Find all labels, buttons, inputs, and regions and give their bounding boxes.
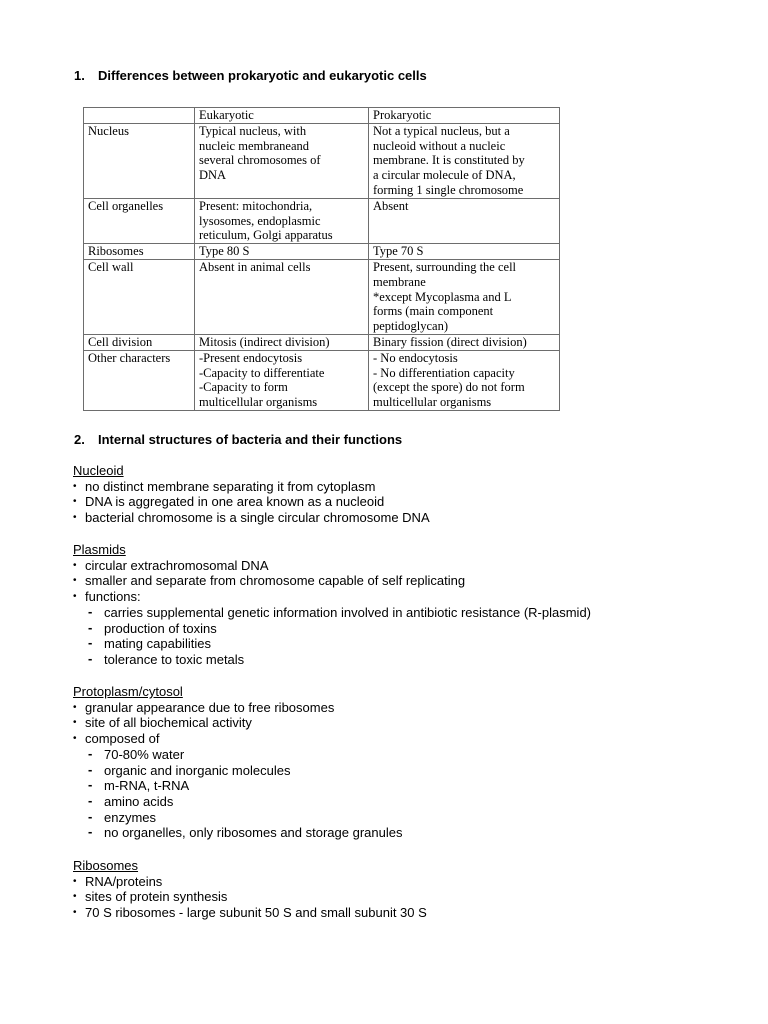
bullet-icon: •: [73, 733, 77, 745]
bullet-icon: •: [73, 591, 77, 603]
cell-line: Present: mitochondria,: [199, 198, 313, 213]
cell-line: Absent: [373, 198, 409, 213]
dash-icon: -: [88, 792, 93, 808]
ribosomes-title: Ribosomes: [73, 858, 139, 873]
cell-line: Type 70 S: [373, 244, 424, 259]
list-item: [73, 715, 402, 731]
cell-line: peptidoglycan): [373, 319, 448, 334]
dash-icon: -: [88, 824, 93, 840]
section-2-heading: [74, 432, 402, 447]
row-label-cell-wall: Cell wall: [84, 259, 195, 334]
cell-line: forms (main component: [373, 304, 494, 319]
sub-list-item: [73, 747, 402, 763]
cell-line: -Capacity to form: [199, 380, 288, 395]
cell-eukaryotic: [195, 350, 369, 410]
cell-line: (except the spore) do not form: [373, 380, 525, 395]
nucleoid-section: [73, 463, 430, 526]
cell-eukaryotic: [195, 123, 369, 198]
bullet-icon: •: [73, 907, 77, 919]
list-item-text: smaller and separate from chromosome capable of self replicating: [85, 573, 466, 589]
row-label-cell-division: Cell division: [84, 334, 195, 350]
cell-line: membrane: [373, 274, 426, 289]
list-item-text: granular appearance due to free ribosomes: [85, 699, 335, 715]
cell-line: multicellular organisms: [199, 395, 318, 410]
section-2-number: 2.: [74, 432, 85, 447]
sub-list-item: [73, 636, 591, 652]
sub-list-item: [73, 621, 591, 637]
cell-prokaryotic: [369, 123, 560, 198]
ribosomes-section: [73, 858, 427, 921]
section-1-number: 1.: [74, 68, 85, 83]
list-item: [73, 510, 430, 526]
cell-line: membrane. It is constituted by: [373, 153, 525, 168]
cell-eukaryotic: [195, 198, 369, 243]
list-item-text: circular extrachromosomal DNA: [85, 557, 269, 573]
sub-list-item-text: organic and inorganic molecules: [104, 762, 291, 778]
cell-line: -Present endocytosis: [199, 350, 303, 365]
cell-prokaryotic: [369, 334, 560, 350]
list-item-text: site of all biochemical activity: [85, 715, 252, 731]
cell-line: Mitosis (indirect division): [199, 334, 330, 349]
protoplasm-title: Protoplasm/cytosol: [73, 684, 183, 699]
protoplasm-list: [73, 700, 402, 841]
sub-list-item-text: carries supplemental genetic information involved in antibiotic resistance (R-plasmid): [104, 604, 591, 620]
cell-eukaryotic: [195, 259, 369, 334]
cell-line: Type 80 S: [199, 244, 250, 259]
nucleoid-title: Nucleoid: [73, 463, 124, 478]
table-row: [84, 350, 560, 410]
dash-icon: -: [88, 745, 93, 761]
sub-list-item-text: enzymes: [104, 809, 157, 825]
list-item-text: sites of protein synthesis: [85, 889, 228, 905]
cell-line: Binary fission (direct division): [373, 334, 527, 349]
sub-list-item-text: 70-80% water: [104, 746, 185, 762]
sub-list-item: [73, 794, 402, 810]
list-item: [73, 874, 427, 890]
sub-list-item-text: production of toxins: [104, 620, 217, 636]
cell-line: Not a typical nucleus, but a: [373, 123, 510, 138]
row-label-ribosomes: Ribosomes: [84, 244, 195, 260]
cell-line: - No endocytosis: [373, 350, 458, 365]
protoplasm-section: [73, 684, 402, 841]
nucleoid-list: [73, 479, 430, 526]
list-item-text: RNA/proteins: [85, 873, 163, 889]
sub-list-item: [73, 778, 402, 794]
bullet-icon: •: [73, 891, 77, 903]
table-header-prokaryotic: Prokaryotic: [369, 108, 560, 124]
cell-line: multicellular organisms: [373, 395, 492, 410]
section-2-title: Internal structures of bacteria and their functions: [98, 432, 403, 447]
dash-icon: -: [88, 619, 93, 635]
bullet-icon: •: [73, 575, 77, 587]
dash-icon: -: [88, 777, 93, 793]
cell-line: reticulum, Golgi apparatus: [199, 228, 333, 243]
cell-prokaryotic: [369, 198, 560, 243]
cell-eukaryotic: [195, 244, 369, 260]
table-row: [84, 259, 560, 334]
table-row: [84, 123, 560, 198]
dash-icon: -: [88, 603, 93, 619]
row-label-other-characters: Other characters: [84, 350, 195, 410]
table-row: [84, 244, 560, 260]
list-item-text: 70 S ribosomes - large subunit 50 S and small subunit 30 S: [85, 905, 427, 921]
bullet-icon: •: [73, 875, 77, 887]
sub-list-item-text: tolerance to toxic metals: [104, 651, 245, 667]
list-item: [73, 558, 591, 574]
cell-line: forming 1 single chromosome: [373, 182, 524, 197]
cell-prokaryotic: [369, 259, 560, 334]
cell-eukaryotic: [195, 334, 369, 350]
ribosomes-list: [73, 874, 427, 921]
row-label-cell-organelles: Cell organelles: [84, 198, 195, 243]
dash-icon: -: [88, 761, 93, 777]
cell-line: several chromosomes of: [199, 153, 321, 168]
cell-line: DNA: [199, 168, 227, 183]
cell-line: Absent in animal cells: [199, 259, 311, 274]
cell-line: *except Mycoplasma and L: [373, 289, 512, 304]
dash-icon: -: [88, 650, 93, 666]
sub-list-item-text: amino acids: [104, 793, 174, 809]
list-item: [73, 589, 591, 605]
sub-list-item: [73, 810, 402, 826]
bullet-icon: •: [73, 496, 77, 508]
cell-line: lysosomes, endoplasmic: [199, 213, 321, 228]
table-header-eukaryotic: Eukaryotic: [195, 108, 369, 124]
list-item: [73, 479, 430, 495]
cell-line: a circular molecule of DNA,: [373, 168, 516, 183]
cell-line: - No differentiation capacity: [373, 365, 515, 380]
bullet-icon: •: [73, 717, 77, 729]
list-item-text: composed of: [85, 731, 160, 747]
cell-line: Typical nucleus, with: [199, 123, 307, 138]
cell-line: nucleic membraneand: [199, 138, 310, 153]
sub-list-item-text: no organelles, only ribosomes and storage granules: [104, 825, 403, 841]
list-item-text: DNA is aggregated in one area known as a nucleoid: [85, 494, 385, 510]
sub-list-item: [73, 825, 402, 841]
cell-line: -Capacity to differentiate: [199, 365, 325, 380]
sub-list-item-text: mating capabilities: [104, 636, 211, 652]
plasmids-title: Plasmids: [73, 542, 126, 557]
row-label-nucleus: Nucleus: [84, 123, 195, 198]
plasmids-section: [73, 542, 591, 668]
cell-line: Present, surrounding the cell: [373, 259, 517, 274]
sub-list-item: [73, 652, 591, 668]
cell-line: nucleoid without a nucleic: [373, 138, 506, 153]
bullet-icon: •: [73, 701, 77, 713]
list-item-text: bacterial chromosome is a single circular chromosome DNA: [85, 510, 430, 526]
dash-icon: -: [88, 635, 93, 651]
cell-prokaryotic: [369, 350, 560, 410]
section-1-heading: [74, 68, 427, 83]
sub-list-item: [73, 605, 591, 621]
table-header-row: [84, 108, 560, 124]
comparison-table: [83, 107, 560, 411]
list-item-text: functions:: [85, 589, 141, 605]
dash-icon: -: [88, 808, 93, 824]
plasmids-list: [73, 558, 591, 668]
list-item: [73, 905, 427, 921]
table-row: [84, 198, 560, 243]
list-item: [73, 494, 430, 510]
table-row: [84, 334, 560, 350]
list-item: [73, 700, 402, 716]
section-1-title: Differences between prokaryotic and eukaryotic cells: [98, 68, 427, 83]
table-header-corner: [84, 108, 195, 124]
list-item: [73, 731, 402, 747]
cell-prokaryotic: [369, 244, 560, 260]
list-item: [73, 889, 427, 905]
sub-list-item-text: m-RNA, t-RNA: [104, 778, 190, 794]
sub-list-item: [73, 763, 402, 779]
bullet-icon: •: [73, 512, 77, 524]
list-item-text: no distinct membrane separating it from cytoplasm: [85, 478, 376, 494]
list-item: [73, 573, 591, 589]
bullet-icon: •: [73, 480, 77, 492]
bullet-icon: •: [73, 559, 77, 571]
